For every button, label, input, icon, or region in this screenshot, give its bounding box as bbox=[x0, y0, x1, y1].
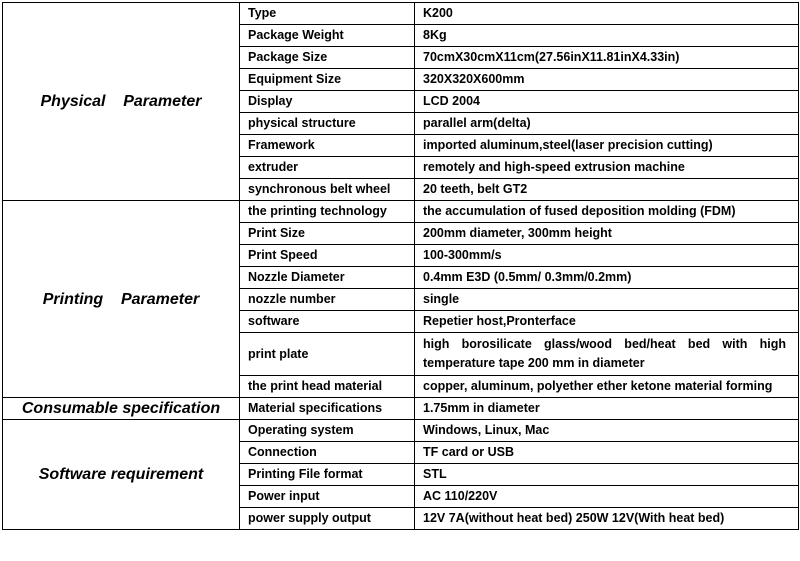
row-value: copper, aluminum, polyether ether ketone material forming bbox=[415, 376, 799, 398]
row-label: Nozzle Diameter bbox=[240, 267, 415, 289]
row-value: 0.4mm E3D (0.5mm/ 0.3mm/0.2mm) bbox=[415, 267, 799, 289]
row-label: nozzle number bbox=[240, 289, 415, 311]
row-label: Connection bbox=[240, 442, 415, 464]
section-printing-parameter: Printing Parameter bbox=[3, 201, 240, 398]
row-label: the print head material bbox=[240, 376, 415, 398]
row-value: LCD 2004 bbox=[415, 91, 799, 113]
row-value: Windows, Linux, Mac bbox=[415, 420, 799, 442]
row-label: Display bbox=[240, 91, 415, 113]
row-value: TF card or USB bbox=[415, 442, 799, 464]
row-value: K200 bbox=[415, 3, 799, 25]
section-software-requirement: Software requirement bbox=[3, 420, 240, 530]
row-value: single bbox=[415, 289, 799, 311]
row-label: Framework bbox=[240, 135, 415, 157]
row-value: 200mm diameter, 300mm height bbox=[415, 223, 799, 245]
row-value: the accumulation of fused deposition molding (FDM) bbox=[415, 201, 799, 223]
row-value: 1.75mm in diameter bbox=[415, 398, 799, 420]
row-label: Package Weight bbox=[240, 25, 415, 47]
row-label: Material specifications bbox=[240, 398, 415, 420]
row-value: 20 teeth, belt GT2 bbox=[415, 179, 799, 201]
row-label: extruder bbox=[240, 157, 415, 179]
row-label: software bbox=[240, 311, 415, 333]
row-label: physical structure bbox=[240, 113, 415, 135]
row-label: synchronous belt wheel bbox=[240, 179, 415, 201]
table-row bbox=[3, 3, 799, 25]
row-value: 70cmX30cmX11cm(27.56inX11.81inX4.33in) bbox=[415, 47, 799, 69]
row-label: Equipment Size bbox=[240, 69, 415, 91]
row-value: AC 110/220V bbox=[415, 486, 799, 508]
row-label: Print Size bbox=[240, 223, 415, 245]
row-label: Package Size bbox=[240, 47, 415, 69]
table-row bbox=[3, 201, 799, 223]
table-row bbox=[3, 420, 799, 442]
row-label: Print Speed bbox=[240, 245, 415, 267]
row-value: 100-300mm/s bbox=[415, 245, 799, 267]
row-label: the printing technology bbox=[240, 201, 415, 223]
spec-table-container bbox=[2, 2, 799, 530]
table-row bbox=[3, 398, 799, 420]
row-value: Repetier host,Pronterface bbox=[415, 311, 799, 333]
row-label: Printing File format bbox=[240, 464, 415, 486]
spec-table bbox=[2, 2, 799, 530]
row-value: imported aluminum,steel(laser precision cutting) bbox=[415, 135, 799, 157]
row-label: Operating system bbox=[240, 420, 415, 442]
row-label: print plate bbox=[240, 333, 415, 376]
row-value: remotely and high-speed extrusion machine bbox=[415, 157, 799, 179]
row-value: 8Kg bbox=[415, 25, 799, 47]
section-consumable-specification: Consumable specification bbox=[3, 398, 240, 420]
row-label: Power input bbox=[240, 486, 415, 508]
section-physical-parameter: Physical Parameter bbox=[3, 3, 240, 201]
row-value: STL bbox=[415, 464, 799, 486]
row-label: Type bbox=[240, 3, 415, 25]
row-value: 320X320X600mm bbox=[415, 69, 799, 91]
row-value: high borosilicate glass/wood bed/heat bed with high temperature tape 200 mm in diameter bbox=[415, 333, 799, 376]
row-value: parallel arm(delta) bbox=[415, 113, 799, 135]
row-value: 12V 7A(without heat bed) 250W 12V(With heat bed) bbox=[415, 508, 799, 530]
row-label: power supply output bbox=[240, 508, 415, 530]
